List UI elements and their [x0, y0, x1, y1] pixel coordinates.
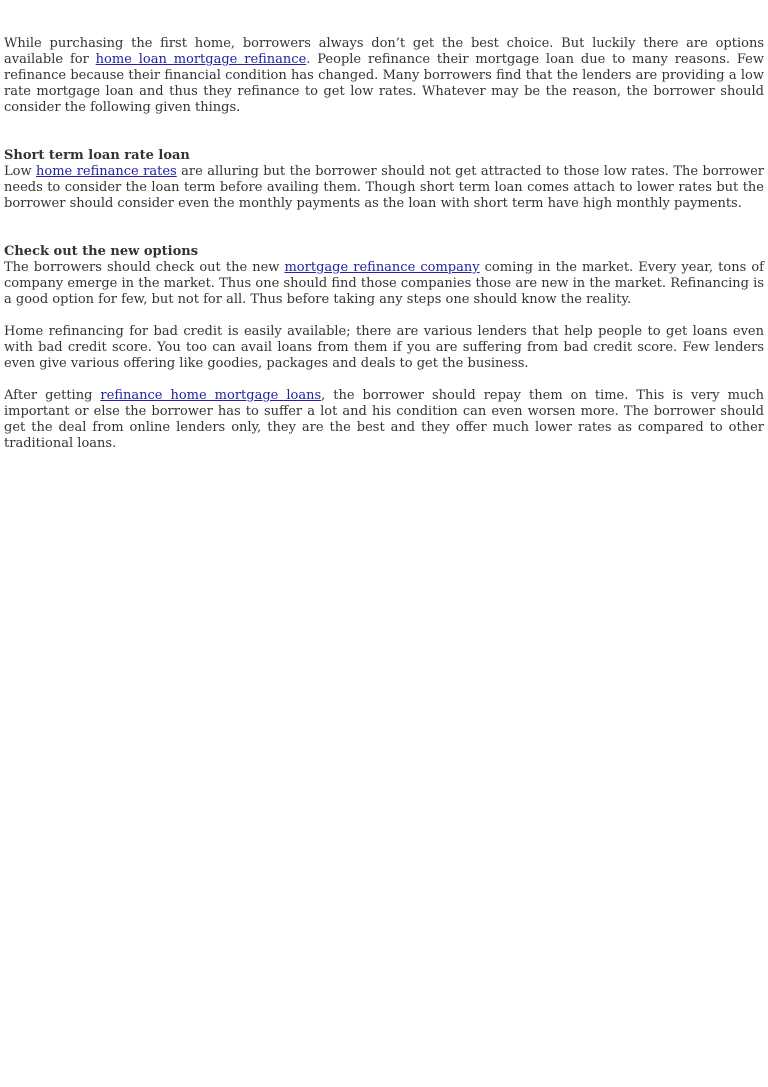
- new-options-section: [4, 244, 764, 308]
- short-term-section: [4, 148, 764, 212]
- document-page: [4, 36, 764, 452]
- refinance-home-mortgage-loans-link[interactable]: refinance home mortgage loans: [100, 388, 322, 403]
- short-term-text-end: are alluring but the borrower should not get attracted to those low rates. The borrower needs to consider the loan term before availing them. Though short term loan comes attach to lower rates but the borrower should consider even the monthly payments as the loan with short term have high monthly payments.: [4, 164, 764, 211]
- new-options-heading: Check out the new options: [4, 244, 199, 259]
- home-loan-mortgage-refinance-link[interactable]: home loan mortgage refinance: [95, 52, 307, 67]
- spacer: [4, 116, 764, 148]
- short-term-heading: Short term loan rate loan: [4, 148, 190, 163]
- intro-text-end: . People refinance their mortgage loan due to many reasons. Few refinance because their financial condition has changed. Many borrowers find that the lenders are providing a low rate mortgage loan and thus they refinance to get low rates. Whatever may be the reason, the borrower should consider the following given things.: [4, 52, 765, 115]
- spacer: [4, 308, 764, 324]
- new-options-text-start: The borrowers should check out the new: [4, 260, 285, 275]
- intro-paragraph: [4, 36, 764, 116]
- spacer: [4, 372, 764, 388]
- repay-paragraph: [4, 388, 764, 452]
- intro-text-start: While purchasing the first home, borrowers always don’t get the best choice. But luckily there are options available for: [4, 36, 764, 67]
- spacer: [4, 212, 764, 244]
- repay-text-start: After getting: [4, 388, 101, 403]
- repay-text-end: , the borrower should repay them on time. This is very much important or else the borrower has to suffer a lot and his condition can even worsen more. The borrower should get the deal from online lenders only, they are the best and they offer much lower rates as compared to other traditional loans.: [4, 388, 765, 451]
- new-options-text-end: coming in the market. Every year, tons of company emerge in the market. Thus one should find those companies those are new in the market. Refinancing is a good option for few, but not for all. Thus before taking any steps one should know the reality.: [4, 260, 764, 307]
- bad-credit-paragraph: Home refinancing for bad credit is easily available; there are various lenders that help people to get loans even with bad credit score. You too can avail loans from them if you are suffering from bad credit score. Few lenders even give various offering like goodies, packages and deals to get the business.: [4, 324, 764, 371]
- short-term-text-start: Low: [4, 164, 37, 179]
- mortgage-refinance-company-link[interactable]: mortgage refinance company: [284, 260, 480, 275]
- home-refinance-rates-link[interactable]: home refinance rates: [36, 164, 177, 179]
